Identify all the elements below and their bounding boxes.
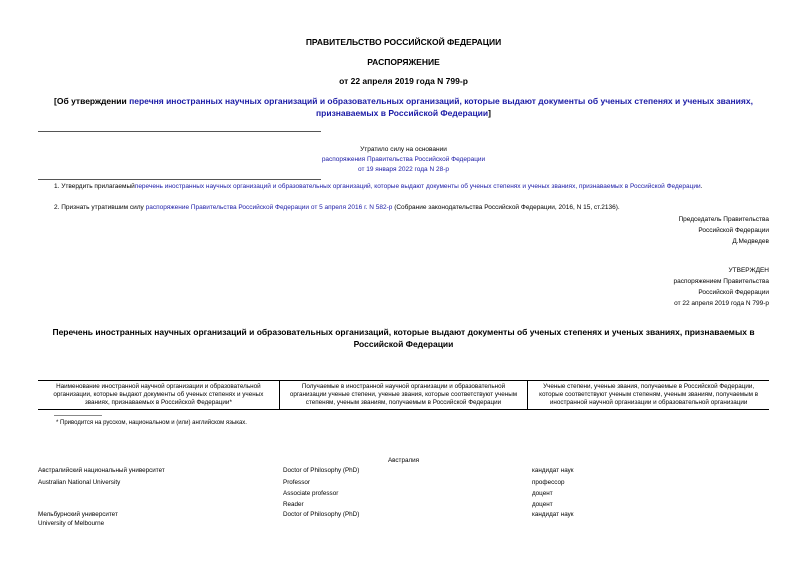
title-link[interactable]: перечня иностранных научных организаций и образовательных организаций, которые выдают документы об ученых степенях и ученых званиях, признаваемых в Российской Федерации xyxy=(129,96,753,118)
title-close-bracket: ] xyxy=(488,108,491,118)
divider-middle xyxy=(38,179,321,180)
row-5-degree: Doctor of Philosophy (PhD) xyxy=(283,511,360,518)
row-6-org: University of Melbourne xyxy=(38,520,105,527)
item-1-prefix: 1. Утвердить прилагаемый xyxy=(54,183,135,190)
row-2-org: Australian National University xyxy=(38,479,121,486)
column-header-ru-degree: Ученые степени, ученые звания, получаемые в Российской Федерации, которые соответствуют ученым степеням, ученым званиям, получаемым в иностранной научной организации и образовательной организации xyxy=(528,381,769,410)
item-2-suffix: (Собрание законодательства Российской Федерации, 2016, N 15, ст.2136). xyxy=(392,204,620,211)
item-2 xyxy=(54,203,769,213)
invalid-note-link-2[interactable]: от 19 января 2022 года N 28-р xyxy=(358,166,449,173)
list-title: Перечень иностранных научных организаций и образовательных организаций, которые выдают документы об ученых степенях и ученых званиях, признаваемых в Российской Федерации xyxy=(52,327,755,349)
row-3-degree: Associate professor xyxy=(283,490,339,497)
row-2-ru: профессор xyxy=(532,479,565,486)
government-heading: ПРАВИТЕЛЬСТВО РОССИЙСКОЙ ФЕДЕРАЦИИ xyxy=(305,37,502,47)
invalid-note xyxy=(0,145,807,175)
approval-title: УТВЕРЖДЕН xyxy=(728,267,769,274)
item-1 xyxy=(38,182,769,192)
invalid-note-line: Утратило силу на основании xyxy=(360,146,447,153)
approval-line-2: распоряжением Правительства xyxy=(673,278,769,285)
row-1-org: Австралийский национальный университет xyxy=(38,467,165,474)
row-1-ru: кандидат наук xyxy=(532,467,574,474)
approval-date: от 22 апреля 2019 года N 799-р xyxy=(674,300,769,307)
item-2-link[interactable]: распоряжение Правительства Российской Федерации от 5 апреля 2016 г. N 582-р xyxy=(145,204,393,211)
row-1-degree: Doctor of Philosophy (PhD) xyxy=(283,467,360,474)
row-3-ru: доцент xyxy=(532,490,553,497)
list-table-header xyxy=(38,380,769,410)
divider-top xyxy=(38,131,321,132)
document-date-number: от 22 апреля 2019 года N 799-р xyxy=(339,76,468,86)
approval-block xyxy=(674,265,769,309)
signature-name: Д.Медведев xyxy=(732,238,769,245)
row-2-degree: Professor xyxy=(283,479,310,486)
signature-block xyxy=(678,214,769,247)
item-2-prefix: 2. Признать утратившим силу xyxy=(54,204,146,211)
row-4-degree: Reader xyxy=(283,501,304,508)
title-open-bracket: [Об утверждении xyxy=(54,96,130,106)
invalid-note-link-1[interactable]: распоряжения Правительства Российской Федерации xyxy=(321,156,486,163)
document-title xyxy=(30,95,777,119)
row-5-org: Мельбурнский университет xyxy=(38,511,118,518)
column-header-org: Наименование иностранной научной организации и образовательной организации, которые выдают документы об ученых степенях и ученых званиях, признаваемых в Российской Федерации* xyxy=(38,381,279,410)
item-1-suffix: . xyxy=(700,183,703,190)
column-header-foreign-degree: Получаемые в иностранной научной организации и образовательной организации ученые степени, ученые звания, которые соответствуют ученым степеням, ученым званиям, получаемым в Российской Федерации xyxy=(279,381,528,410)
document-type: РАСПОРЯЖЕНИЕ xyxy=(367,57,440,67)
row-4-ru: доцент xyxy=(532,501,553,508)
signature-country: Российской Федерации xyxy=(698,227,769,234)
signature-position: Председатель Правительства xyxy=(678,216,769,223)
footnote: * Приводится на русском, национальном и (или) английском языках. xyxy=(56,420,247,426)
country-heading: Австралия xyxy=(387,457,420,464)
item-1-link[interactable]: перечень иностранных научных организаций и образовательных организаций, которые выдают документы об ученых степенях и ученых званиях, признаваемых в Российской Федерации xyxy=(134,183,701,190)
footnote-divider xyxy=(54,415,102,416)
approval-line-3: Российской Федерации xyxy=(698,289,769,296)
row-5-ru: кандидат наук xyxy=(532,511,574,518)
